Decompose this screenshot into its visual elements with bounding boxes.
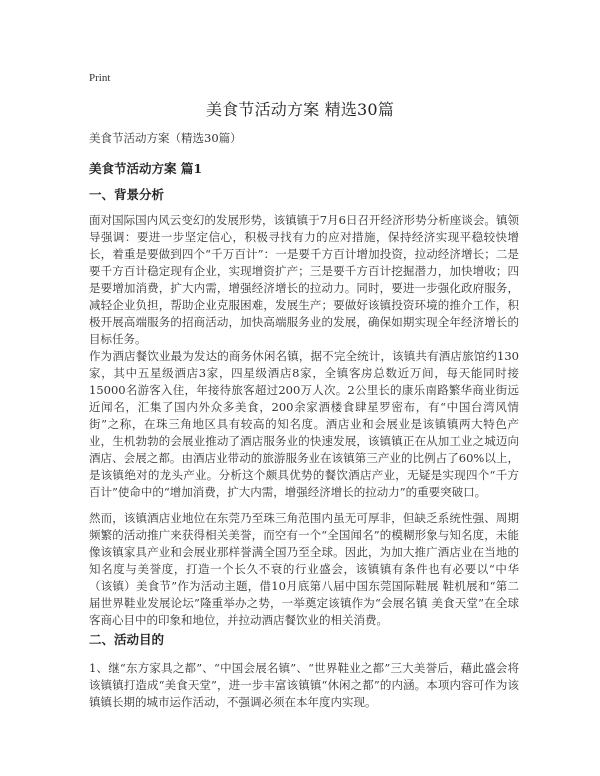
paragraph-background-3: 然而，该镇酒店业地位在东莞乃至珠三角范围内虽无可厚非，但缺乏系统性强、周期频繁的活动推广来获得相关美誉，而空有一个“全国闻名”的模糊形象与知名度，未能像该镇家具产业和会展业那样誉满全国乃至全球。因此，为加大推广酒店业在当地的知名度与美誉度，打造一个长久不衰的行业盛会，该镇镇有条件也有必要以“中华（该镇）美食节”作为活动主题，借10月底第八届中国东莞国际鞋展 鞋机展和“第二届世界鞋业发展论坛”隆重举办之势，一举奠定该镇作为“会展名镇 美食天堂”在全球客商心目中的印象和地位，并拉动酒店餐饮业的相关消费。 — [89, 511, 519, 627]
heading-purpose: 二、活动目的 — [89, 632, 165, 647]
print-link[interactable]: Print — [89, 72, 111, 84]
section-title: 美食节活动方案 篇1 — [89, 161, 203, 176]
heading-background: 一、背景分析 — [89, 187, 165, 202]
paragraph-background-1: 面对国际国内风云变幻的发展形势，该镇镇于7月6日召开经济形势分析座谈会。镇领导强调：要进一步坚定信心，积极寻找有力的应对措施，保持经济实现平稳较快增长，着重是要做到四个“千万百计”：一是要千方百计增加投资，拉动经济增长；二是要千方百计稳定现有企业，实现增资扩产；三是要千方百计挖掘潜力，加快增收；四是要增加消费，扩大内需，增强经济增长的拉动力。同时，要进一步强化政府服务，减轻企业负担，帮助企业克服困难，发展生产；要做好该镇投资环境的推介工作，积极开展高端服务的招商活动，加快高端服务业的发展，确保如期实现全年经济增长的目标任务。 — [89, 213, 519, 346]
paragraph-purpose-1: 1、继“东方家具之都”、“中国会展名镇”、“世界鞋业之都”三大美誉后，藉此盛会将该镇镇打造成“美食天堂”，进一步丰富该镇镇“休闲之都”的内涵。本项内容可作为该镇镇长期的城市运作活动，不强调必须在本年度内实现。 — [89, 661, 519, 709]
paragraph-background-2: 作为酒店餐饮业最为发达的商务休闲名镇，据不完全统计，该镇共有酒店旅馆约130家，其中五星级酒店3家，四星级酒店8家，全镇客房总数近万间，每天能同时接15000名游客入住，年接待旅客超过200万人次。2公里长的康乐南路繁华商业街远近闻名，汇集了国内外众多美食，200余家酒楼食肆星罗密布，有“中国台湾风情街”之称，在珠三角地区具有较高的知名度。酒店业和会展业是该镇镇两大特色产业，生机勃勃的会展业推动了酒店服务业的快速发展，该镇镇正在从加工业之城迈向酒店、会展之都。由酒店业带动的旅游服务业在该镇第三产业的比例占了60%以上，是该镇绝对的龙头产业。分析这个颇具优势的餐饮酒店产业，无疑是实现四个“千方百计”使命中的“增加消费，扩大内需，增强经济增长的拉动力”的重要突破口。 — [89, 349, 519, 499]
document-title: 美食节活动方案 精选30篇 — [205, 100, 395, 119]
document-subtitle: 美食节活动方案（精选30篇） — [89, 131, 242, 145]
